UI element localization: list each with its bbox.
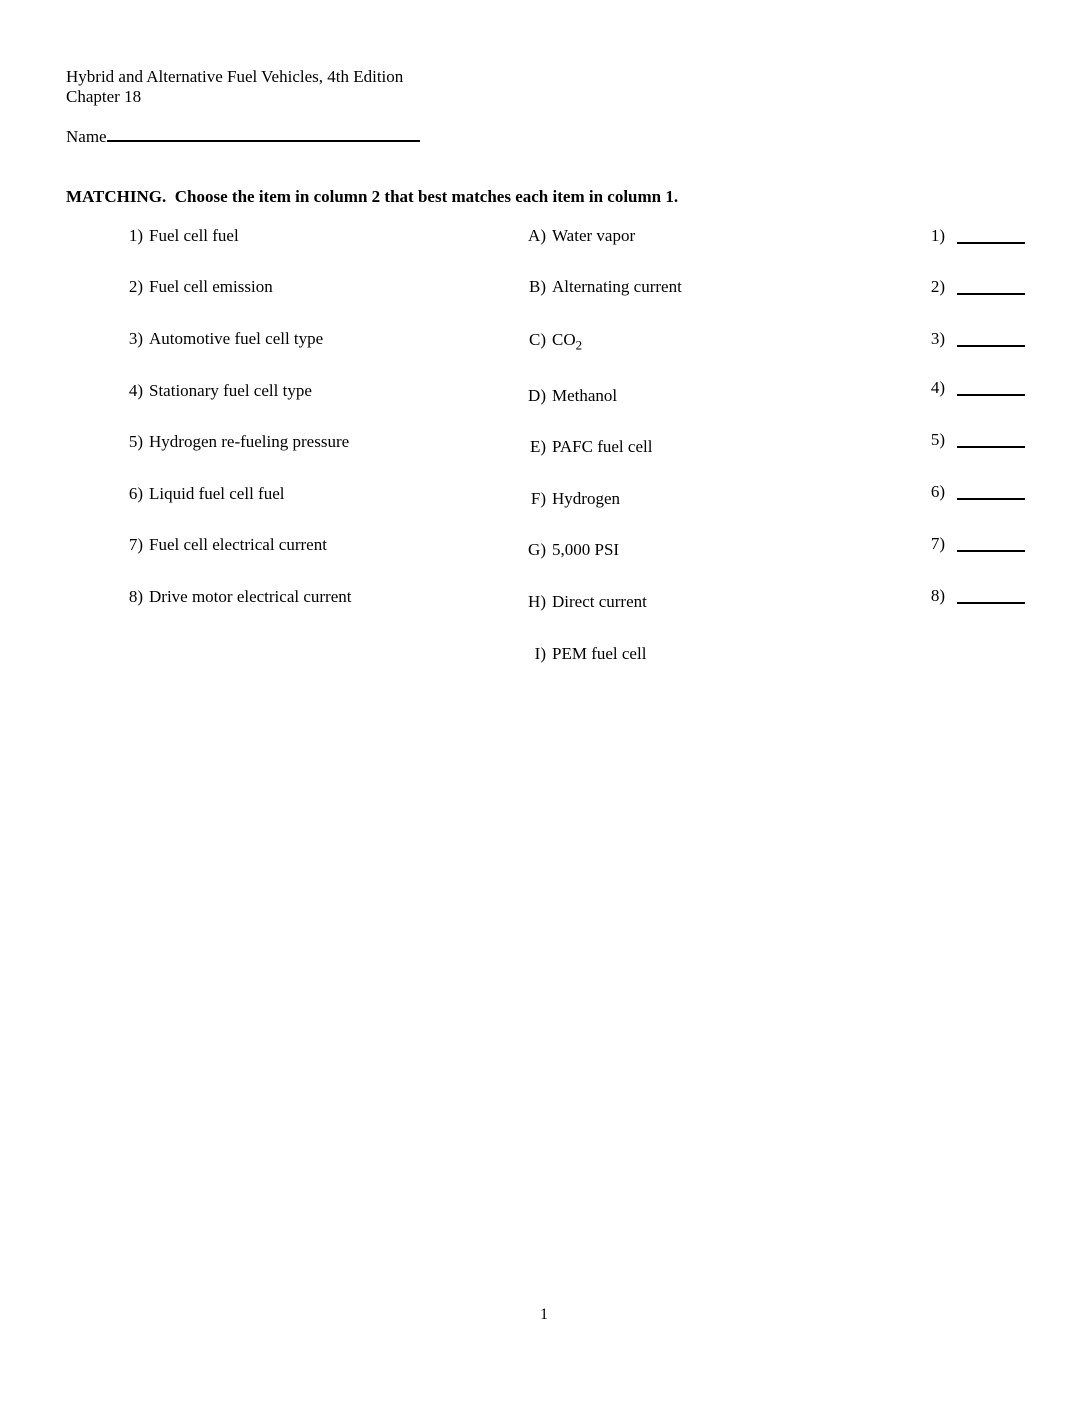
answer-row-7: [928, 535, 1025, 552]
answer-number: 5): [930, 430, 945, 449]
item-number: 3): [128, 329, 143, 348]
item-label: Hydrogen re-fueling pressure: [149, 432, 350, 451]
option-label: Methanol: [552, 386, 618, 405]
answer-number: 3): [930, 329, 945, 348]
matching-instructions: MATCHING. Choose the item in column 2 that best matches each item in column 1.: [66, 187, 679, 206]
answer-row-2: [928, 278, 1025, 295]
item-label: Stationary fuel cell type: [149, 381, 312, 400]
item-number: 4): [128, 381, 143, 400]
matching-option-e: [516, 438, 652, 455]
matching-option-g: [516, 541, 619, 558]
item-label: Drive motor electrical current: [149, 587, 352, 606]
matching-item-7: [127, 536, 327, 553]
name-blank-line: [107, 125, 420, 142]
option-label: Alternating current: [552, 277, 682, 296]
matching-option-h: [516, 593, 647, 610]
item-label: Fuel cell emission: [149, 277, 273, 296]
answer-row-6: [928, 483, 1025, 500]
option-label: $CO_2$: [552, 330, 583, 353]
answer-blank-line-2: [957, 278, 1025, 295]
answer-row-3: [928, 330, 1025, 347]
item-number: 5): [128, 432, 143, 451]
chapter-label: Chapter 18: [66, 87, 142, 106]
option-label: PAFC fuel cell: [552, 437, 653, 456]
answer-blank-line-7: [957, 535, 1025, 552]
answer-number: 2): [930, 277, 945, 296]
option-label: Water vapor: [552, 226, 636, 245]
matching-option-d: [516, 387, 617, 404]
item-number: 7): [128, 535, 143, 554]
matching-item-4: [127, 382, 312, 399]
item-label: Automotive fuel cell type: [149, 329, 324, 348]
book-title: Hybrid and Alternative Fuel Vehicles, 4th Edition: [66, 67, 404, 86]
answer-row-8: [928, 587, 1025, 604]
page-number: 1: [540, 1306, 548, 1323]
answer-blank-line-3: [957, 330, 1025, 347]
name-row: [66, 125, 420, 145]
answer-row-4: [928, 379, 1025, 396]
matching-item-6: [127, 485, 284, 502]
answer-row-5: [928, 431, 1025, 448]
matching-option-a: [516, 227, 635, 244]
matching-option-i: [516, 645, 646, 662]
option-label: Hydrogen: [552, 489, 620, 508]
answer-number: 7): [930, 534, 945, 553]
name-label: Name: [66, 127, 107, 146]
item-number: 6): [128, 484, 143, 503]
answer-number: 8): [930, 586, 945, 605]
answer-number: 6): [930, 482, 945, 501]
item-number: 1): [128, 226, 143, 245]
matching-item-1: [127, 227, 239, 244]
option-letter: F): [530, 489, 546, 508]
matching-item-5: [127, 433, 349, 450]
answer-blank-line-8: [957, 587, 1025, 604]
item-label: Liquid fuel cell fuel: [149, 484, 285, 503]
option-label: PEM fuel cell: [552, 644, 647, 663]
option-letter: B): [529, 277, 546, 296]
answer-number: 1): [930, 226, 945, 245]
option-letter: E): [529, 437, 546, 456]
matching-option-f: [516, 490, 620, 507]
matching-option-c: [516, 330, 583, 353]
answer-blank-line-5: [957, 431, 1025, 448]
matching-option-b: [516, 278, 682, 295]
option-label: Direct current: [552, 592, 647, 611]
option-letter: A): [528, 226, 546, 245]
item-number: 2): [128, 277, 143, 296]
option-letter: D): [528, 386, 546, 405]
matching-item-2: [127, 278, 273, 295]
item-number: 8): [128, 587, 143, 606]
option-letter: G): [528, 540, 546, 559]
option-letter: I): [534, 644, 546, 663]
answer-blank-line-4: [957, 379, 1025, 396]
answer-blank-line-6: [957, 483, 1025, 500]
option-letter: H): [528, 592, 546, 611]
option-letter: C): [529, 330, 546, 349]
matching-item-8: [127, 588, 351, 605]
answer-blank-line-1: [957, 227, 1025, 244]
matching-item-3: [127, 330, 323, 347]
item-label: Fuel cell fuel: [149, 226, 239, 245]
answer-row-1: [928, 227, 1025, 244]
answer-number: 4): [930, 378, 945, 397]
item-label: Fuel cell electrical current: [149, 535, 327, 554]
option-label: 5,000 PSI: [552, 540, 620, 559]
